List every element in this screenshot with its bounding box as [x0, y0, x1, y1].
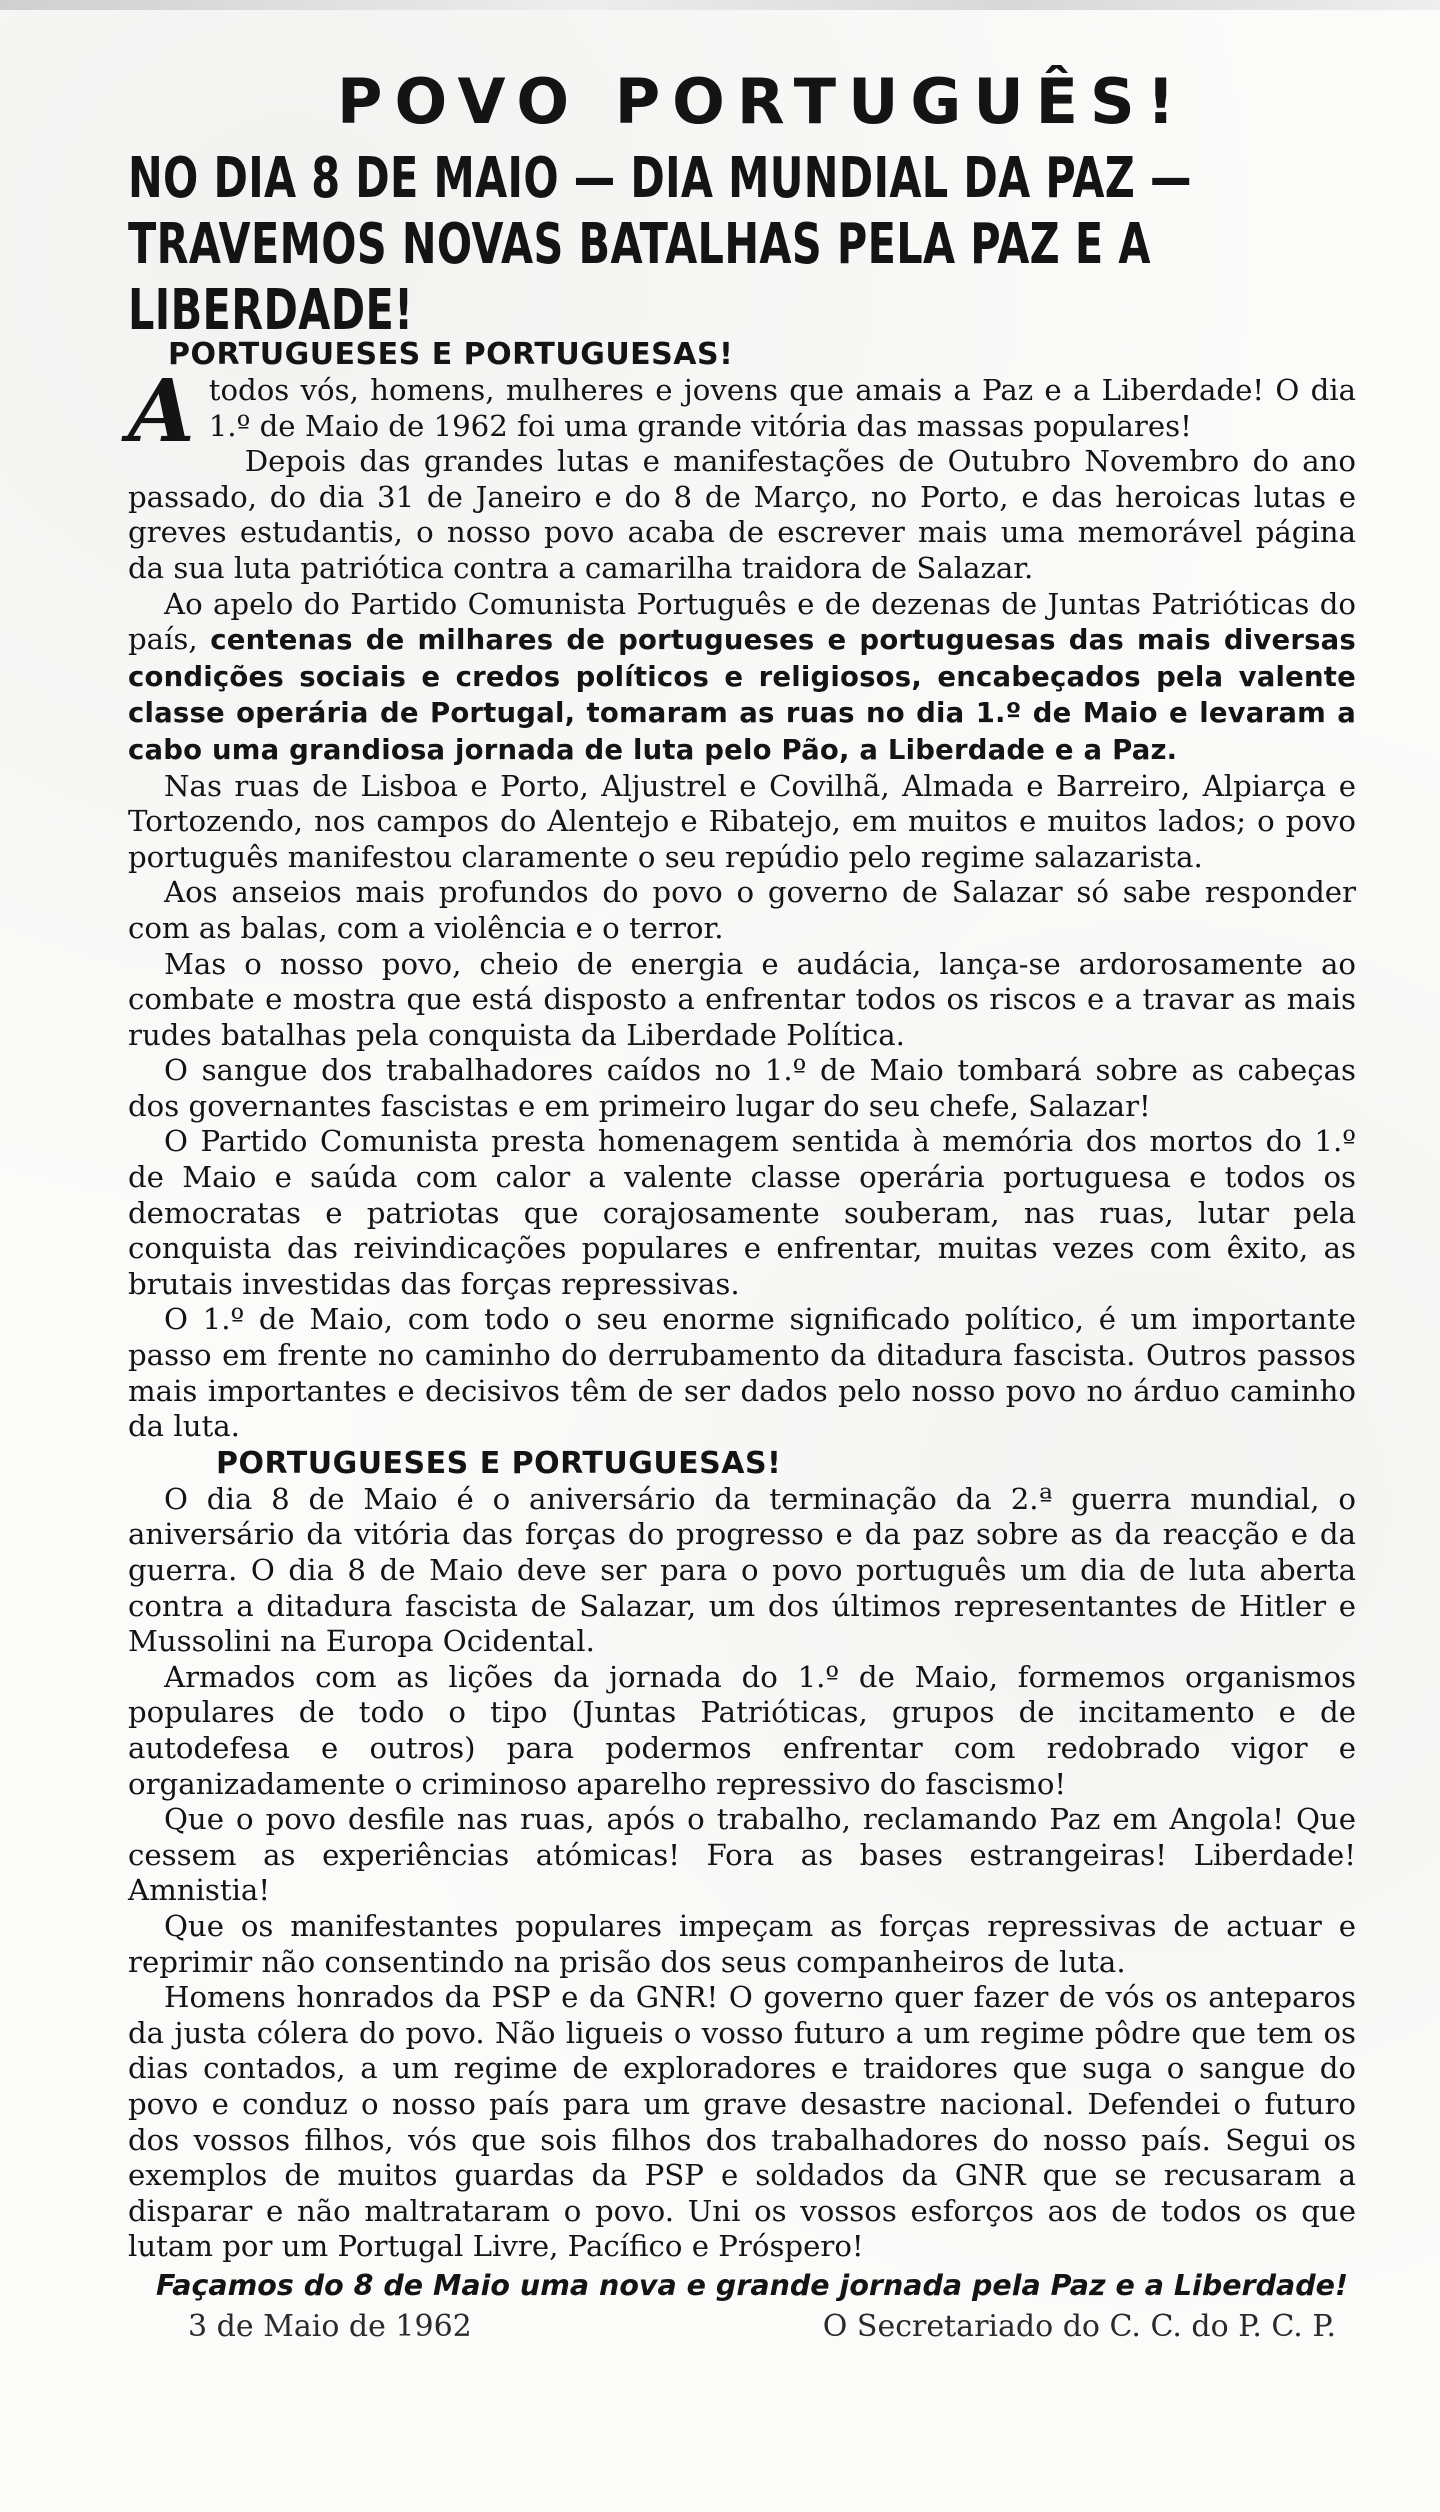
salutation-heading-2: PORTUGUESES E PORTUGUESAS! [216, 1445, 782, 1481]
page-title: POVO PORTUGUÊS! [337, 65, 1187, 138]
closing-slogan: Façamos do 8 de Maio uma nova e grande jornada pela Paz e a Liberdade! [156, 2268, 1348, 2302]
paragraph-14: Homens honrados da PSP e da GNR! O governo quer fazer de vós os anteparos da justa cólera do povo. Não ligueis o vosso futuro a um regime pôdre que tem os dias contados, a um regime de exploradores e traidores que suga o sangue do povo e conduz o nosso país para um grave desastre nacional. Defendei o futuro dos vossos filhos, vós que sois filhos dos trabalhadores do nosso país. Segui os exemplos de muitos guardas da PSP e soldados da GNR que se recusaram a disparar e não maltrataram o povo. Uni os vossos esforços aos de todos os que lutam por um Portugal Livre, Pacífico e Próspero! [128, 1980, 1356, 2264]
paragraph-8: O Partido Comunista presta homenagem sentida à memória dos mortos do 1.º de Maio e saúda com calor a valente classe operária portuguesa e todos os democratas e patriotas que corajosamente souberam, nas ruas, lutar pela conquista das reivindicações populares e enfrentar, muitas vezes com êxito, as brutais investidas das forças repressivas. [128, 1124, 1356, 1301]
paragraph-10: O dia 8 de Maio é o aniversário da terminação da 2.ª guerra mundial, o aniversário da vitória das forças do progresso e da paz sobre as da reacção e da guerra. O dia 8 de Maio deve ser para o povo português um dia de luta aberta contra a ditadura fascista de Salazar, um dos últimos representantes de Hitler e Mussolini na Europa Ocidental. [128, 1481, 1356, 1659]
scan-edge [0, 0, 1440, 10]
paragraph-3-bold-text: centenas de milhares de portugueses e portuguesas das mais diversas condições sociais e credos políticos e religiosos, encabeçados pela valente classe operária de Portugal, tomaram as ruas no dia 1.º de Maio e levaram a cabo uma grandiosa jornada de luta pelo Pão, a Liberdade e a Paz. [128, 624, 1356, 766]
headline: NO DIA 8 DE MAIO — DIA MUNDIAL DA PAZ — TRAVEMOS NOVAS BATALHAS PELA PAZ E A LIBERDADE! [128, 146, 1192, 343]
paragraph-3 [128, 587, 1356, 769]
paragraph-5: Aos anseios mais profundos do povo o governo de Salazar só sabe responder com as balas, com a violência e o terror. [128, 875, 1356, 945]
paragraph-7: O sangue dos trabalhadores caídos no 1.º de Maio tombará sobre as cabeças dos governantes fascistas e em primeiro lugar do seu chefe, Salazar! [128, 1053, 1356, 1123]
footer-signature: O Secretariado do C. C. do P. C. P. [822, 2308, 1336, 2344]
paragraph-1-text: todos vós, homens, mulheres e jovens que amais a Paz e a Liberdade! O dia 1.º de Maio de 1962 foi uma grande vitória das massas populares! [208, 373, 1356, 443]
paragraph-12: Que o povo desfile nas ruas, após o trabalho, reclamando Paz em Angola! Que cessem as experiências atómicas! Fora as bases estrangeiras! Liberdade! Amnistia! [128, 1802, 1356, 1908]
paragraph-6: Mas o nosso povo, cheio de energia e audácia, lança-se ardorosamente ao combate e mostra que está disposto a enfrentar todos os riscos e a travar as mais rudes batalhas pela conquista da Liberdade Política. [128, 946, 1356, 1052]
drop-cap: A [128, 361, 195, 462]
paragraph-9: O 1.º de Maio, com todo o seu enorme significado político, é um importante passo em frente no caminho do derrubamento da ditadura fascista. Outros passos mais importantes e decisivos têm de ser dados pelo nosso povo no árduo caminho da luta. [128, 1302, 1356, 1444]
footer-date: 3 de Maio de 1962 [188, 2308, 472, 2344]
paragraph-1 [128, 361, 1356, 462]
salutation-heading-1: PORTUGUESES E PORTUGUESAS! [168, 337, 734, 372]
paragraph-2: Depois das grandes lutas e manifestações de Outubro Novembro do ano passado, do dia 31 de Janeiro e do 8 de Março, no Porto, e das heroicas lutas e greves estudantis, o nosso povo acaba de escrever mais uma memorável página da sua luta patriótica contra a camarilha traidora de Salazar. [128, 444, 1356, 585]
paragraph-13: Que os manifestantes populares impeçam as forças repressivas de actuar e reprimir não consentindo na prisão dos seus companheiros de luta. [128, 1908, 1356, 1979]
paragraph-11: Armados com as lições da jornada do 1.º de Maio, formemos organismos populares de todo o tipo (Juntas Patrióticas, grupos de incitamento e de autodefesa e outros) para podermos enfrentar com redobrado vigor e organizadamente o criminoso aparelho repressivo do fascismo! [128, 1659, 1356, 1801]
paragraph-4: Nas ruas de Lisboa e Porto, Aljustrel e Covilhã, Almada e Barreiro, Alpiarça e Tortozendo, nos campos do Alentejo e Ribatejo, em muitos e muitos lados; o povo português manifestou claramente o seu repúdio pelo regime salazarista. [128, 768, 1356, 874]
footer [188, 2307, 1336, 2347]
body-text [128, 361, 1356, 1445]
paragraph-3-text: Ao apelo do Partido Comunista Português e de dezenas de Juntas Patrióticas do país, [128, 586, 1356, 657]
body-text-2 [128, 1482, 1356, 2265]
